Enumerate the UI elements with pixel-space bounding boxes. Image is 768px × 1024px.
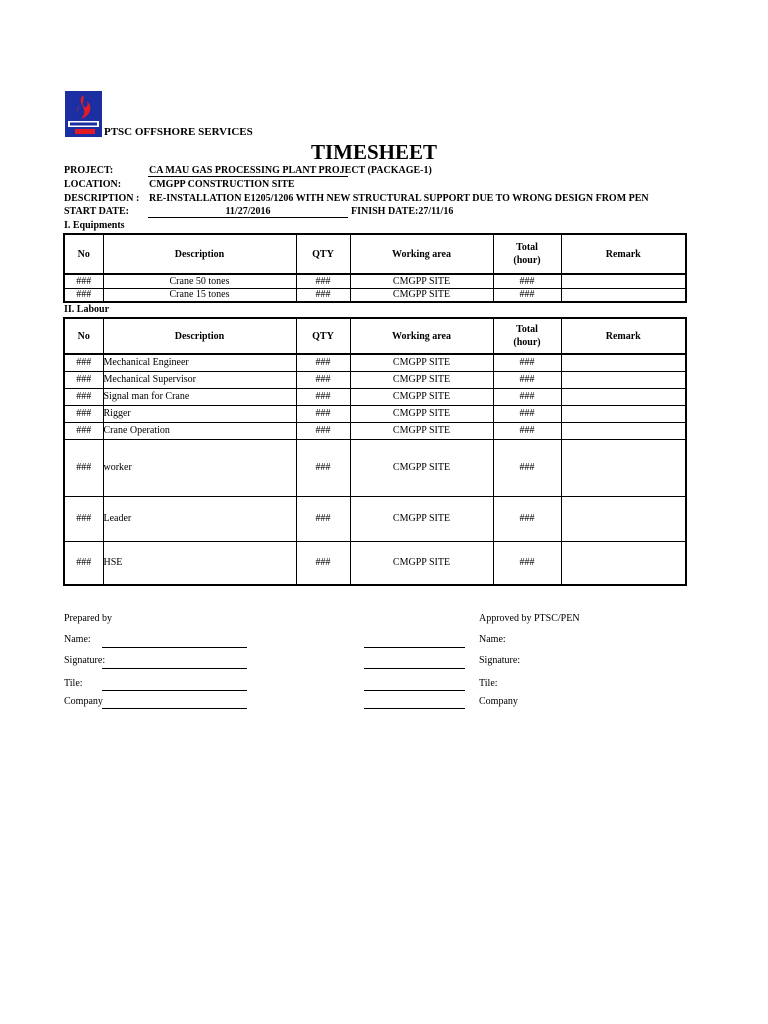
col-description: Description xyxy=(103,318,296,354)
flame-icon xyxy=(65,91,102,137)
cell-no: ### xyxy=(64,496,103,541)
cell-remark xyxy=(561,405,686,422)
ptsc-logo xyxy=(65,91,102,137)
table-row xyxy=(64,422,686,439)
cell-description: Crane 50 tones xyxy=(103,274,296,288)
labour-heading: II. Labour xyxy=(64,304,110,315)
equipments-table xyxy=(63,233,687,303)
prepared-name-line xyxy=(102,647,247,648)
cell-description: worker xyxy=(103,439,296,496)
page-title: TIMESHEET xyxy=(310,140,438,164)
approved-by-label: Approved by PTSC/PEN xyxy=(479,613,580,624)
cell-description: HSE xyxy=(103,541,296,585)
col-remark: Remark xyxy=(561,318,686,354)
col-qty: QTY xyxy=(296,234,350,274)
cell-total: ### xyxy=(493,354,561,371)
cell-description: Mechanical Supervisor xyxy=(103,371,296,388)
cell-no: ### xyxy=(64,439,103,496)
col-total-hour: Total (hour) xyxy=(493,234,561,274)
prepared-company-line xyxy=(102,708,247,709)
table-row xyxy=(64,405,686,422)
cell-no: ### xyxy=(64,274,103,288)
project-value: CA MAU GAS PROCESSING PLANT PROJECT (PACKAGE-1) xyxy=(149,165,432,176)
cell-description: Leader xyxy=(103,496,296,541)
cell-description: Rigger xyxy=(103,405,296,422)
prepared-signature-label: Signature: xyxy=(64,655,106,666)
cell-total: ### xyxy=(493,274,561,288)
approved-company-line xyxy=(364,708,465,709)
cell-qty: ### xyxy=(296,388,350,405)
table-row xyxy=(64,274,686,288)
cell-no: ### xyxy=(64,288,103,302)
cell-total: ### xyxy=(493,371,561,388)
cell-description: Mechanical Engineer xyxy=(103,354,296,371)
labour-header-row xyxy=(64,318,686,354)
cell-total: ### xyxy=(493,388,561,405)
approved-signature-label: Signature: xyxy=(479,655,521,666)
location-value: CMGPP CONSTRUCTION SITE xyxy=(149,179,295,190)
cell-remark xyxy=(561,388,686,405)
prepared-company-label: Company xyxy=(64,696,103,707)
start-date-value: 11/27/2016 xyxy=(148,206,348,218)
table-row xyxy=(64,388,686,405)
cell-total: ### xyxy=(493,405,561,422)
cell-area: CMGPP SITE xyxy=(350,388,493,405)
cell-no: ### xyxy=(64,371,103,388)
cell-total: ### xyxy=(493,496,561,541)
cell-total: ### xyxy=(493,439,561,496)
prepared-tile-line xyxy=(102,690,247,691)
cell-area: CMGPP SITE xyxy=(350,405,493,422)
cell-qty: ### xyxy=(296,354,350,371)
project-label: PROJECT: xyxy=(64,165,114,176)
cell-area: CMGPP SITE xyxy=(350,496,493,541)
cell-qty: ### xyxy=(296,422,350,439)
cell-qty: ### xyxy=(296,371,350,388)
col-working-area: Working area xyxy=(350,234,493,274)
cell-remark xyxy=(561,541,686,585)
cell-qty: ### xyxy=(296,496,350,541)
prepared-tile-label: Tile: xyxy=(64,678,83,689)
cell-description: Crane Operation xyxy=(103,422,296,439)
equipments-header-row xyxy=(64,234,686,274)
cell-area: CMGPP SITE xyxy=(350,274,493,288)
cell-no: ### xyxy=(64,354,103,371)
cell-qty: ### xyxy=(296,274,350,288)
cell-description: Crane 15 tones xyxy=(103,288,296,302)
cell-remark xyxy=(561,354,686,371)
col-working-area: Working area xyxy=(350,318,493,354)
col-no: No xyxy=(64,318,103,354)
prepared-name-label: Name: xyxy=(64,634,91,645)
cell-remark xyxy=(561,274,686,288)
cell-area: CMGPP SITE xyxy=(350,288,493,302)
col-remark: Remark xyxy=(561,234,686,274)
table-row xyxy=(64,496,686,541)
approved-company-label: Company xyxy=(479,696,518,707)
approved-name-label: Name: xyxy=(479,634,506,645)
approved-signature-line xyxy=(364,668,465,669)
table-row xyxy=(64,288,686,302)
labour-table xyxy=(63,317,687,586)
finish-date-label: FINISH DATE:27/11/16 xyxy=(351,206,454,217)
cell-area: CMGPP SITE xyxy=(350,541,493,585)
cell-qty: ### xyxy=(296,405,350,422)
project-underline xyxy=(148,176,348,177)
equipments-heading: I. Equipments xyxy=(64,220,125,231)
prepared-by-label: Prepared by xyxy=(64,613,113,624)
cell-area: CMGPP SITE xyxy=(350,354,493,371)
cell-qty: ### xyxy=(296,439,350,496)
location-label: LOCATION: xyxy=(64,179,122,190)
cell-remark xyxy=(561,288,686,302)
col-total-hour: Total (hour) xyxy=(493,318,561,354)
cell-no: ### xyxy=(64,541,103,585)
table-row xyxy=(64,541,686,585)
cell-no: ### xyxy=(64,388,103,405)
col-description: Description xyxy=(103,234,296,274)
col-no: No xyxy=(64,234,103,274)
company-name: PTSC OFFSHORE SERVICES xyxy=(104,126,253,138)
cell-qty: ### xyxy=(296,541,350,585)
cell-total: ### xyxy=(493,288,561,302)
cell-description: Signal man for Crane xyxy=(103,388,296,405)
cell-area: CMGPP SITE xyxy=(350,422,493,439)
cell-total: ### xyxy=(493,422,561,439)
cell-no: ### xyxy=(64,405,103,422)
cell-no: ### xyxy=(64,422,103,439)
table-row xyxy=(64,354,686,371)
cell-remark xyxy=(561,439,686,496)
cell-remark xyxy=(561,422,686,439)
cell-qty: ### xyxy=(296,288,350,302)
cell-remark xyxy=(561,371,686,388)
prepared-signature-line xyxy=(102,668,247,669)
approved-tile-line xyxy=(364,690,465,691)
approved-name-line xyxy=(364,647,465,648)
cell-area: CMGPP SITE xyxy=(350,439,493,496)
cell-remark xyxy=(561,496,686,541)
col-qty: QTY xyxy=(296,318,350,354)
description-label: DESCRIPTION : xyxy=(64,193,140,204)
start-date-label: START DATE: xyxy=(64,206,129,217)
cell-area: CMGPP SITE xyxy=(350,371,493,388)
approved-tile-label: Tile: xyxy=(479,678,498,689)
description-value: RE-INSTALLATION E1205/1206 WITH NEW STRUCTURAL SUPPORT DUE TO WRONG DESIGN FROM PEN xyxy=(149,193,649,204)
cell-total: ### xyxy=(493,541,561,585)
table-row xyxy=(64,371,686,388)
table-row xyxy=(64,439,686,496)
